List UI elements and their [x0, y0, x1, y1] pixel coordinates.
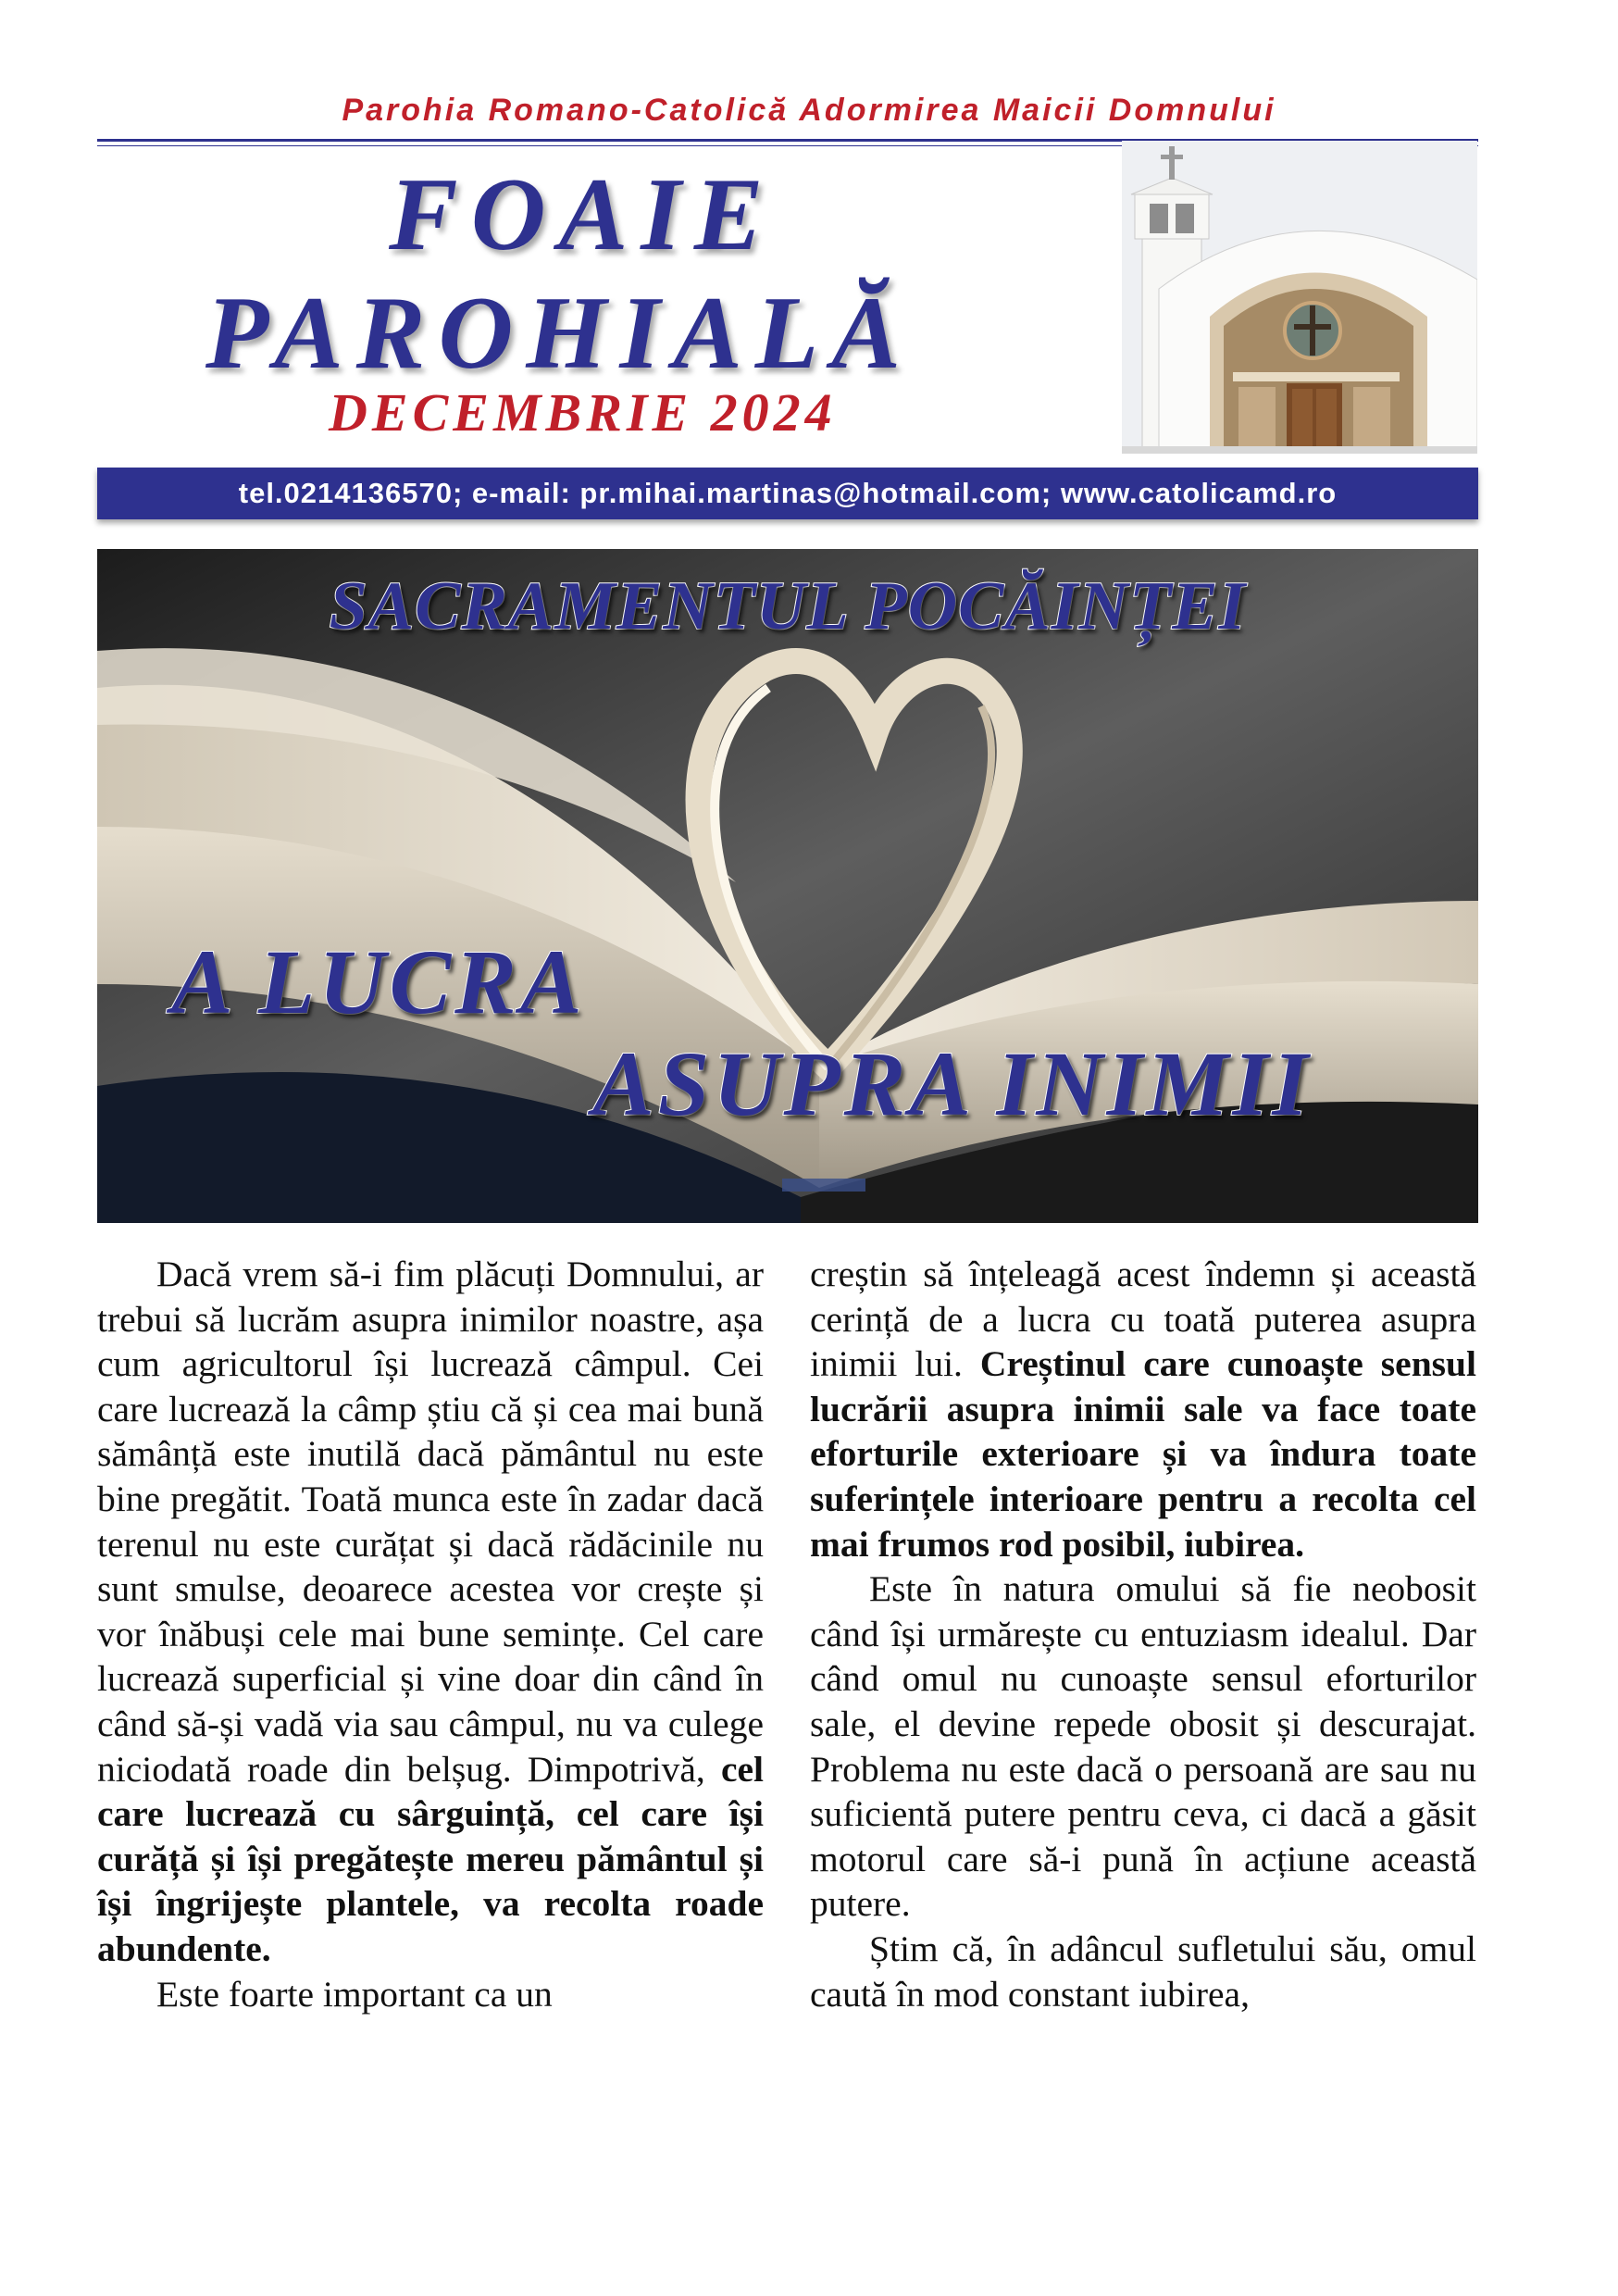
paragraph-text: Este în natura omului să fie neobosit când își urmărește cu entuziasm idealul. Dar când omul nu cunoaște sensul eforturilor sale, el devine repede obosit și descurajat. Problema nu este dacă o persoană are sau nu suficientă putere pentru ceva, ci dacă a găsit motorul care să-i pună în acțiune această putere. [810, 1568, 1476, 1925]
paragraph-emphasis: cel care lucrează cu sârguință, cel care își curăță și își pregătește mereu pământul și își îngrijește plantele, va recolta roade abundente. [97, 1748, 764, 1969]
article-column-left [97, 1252, 764, 2016]
paragraph-text: creștin să înțeleagă acest îndemn și această cerință de a lucra cu toată puterea asupra inimii lui. [810, 1254, 1476, 1385]
hero-title: SACRAMENTUL POCĂINȚEI [329, 568, 1247, 644]
church-illustration [1122, 141, 1477, 454]
paragraph-text: Știm că, în adâncul sufletului său, omul caută în mod constant iubirea, [810, 1928, 1476, 2015]
masthead-title-line1: FOAIE [389, 157, 777, 272]
masthead-title-line2: PAROHIALĂ [205, 276, 914, 391]
article-paragraph [97, 1972, 764, 2017]
paragraph-text: Dacă vrem să-i fim plăcuți Domnului, ar trebui să lucrăm asupra inimilor noastre, așa cum agricultorul își lucrează câmpul. Cei care lucrează la câmp știu că și cea mai bună sămânță este inutilă dacă pământul nu este bine pregătit. Toată munca este în zadar dacă terenul nu este curățat și dacă rădăcinile nu sunt smulse, deoarece acestea vor crește și vor înăbuși cele mai bune semințe. Cel care lucrează superficial și vine doar din când în când să-și vadă via sau câmpul, nu va culege niciodată roade din belșug. Dimpotrivă, [97, 1254, 764, 1790]
hero-subtitle-line2: ASUPRA INIMII [592, 1032, 1313, 1135]
paragraph-emphasis: Creștinul care cunoaște sensul lucrării asupra inimii sale va face toate eforturile exterioare și va îndura toate suferințele interioare pentru a recolta cel mai frumos rod posibil, iubirea. [810, 1343, 1476, 1565]
parish-name: Parohia Romano-Catolică Adormirea Maicii Domnului [342, 93, 1276, 128]
contact-bar [97, 468, 1478, 519]
church-photo [1122, 141, 1477, 454]
paragraph-text: Este foarte important ca un [156, 1973, 553, 2015]
hero-subtitle-line1: A LUCRA [171, 930, 586, 1033]
contact-info: tel.0214136570; e-mail: pr.mihai.martinas@hotmail.com; www.catolicamd.ro [238, 477, 1338, 509]
article-paragraph [810, 1927, 1476, 2016]
article-paragraph [97, 1252, 764, 1972]
article-column-right [810, 1252, 1476, 2016]
article-paragraph [810, 1252, 1476, 1566]
issue-date: DECEMBRIE 2024 [329, 382, 837, 443]
article-paragraph [810, 1566, 1476, 1927]
hero-image [97, 549, 1478, 1223]
